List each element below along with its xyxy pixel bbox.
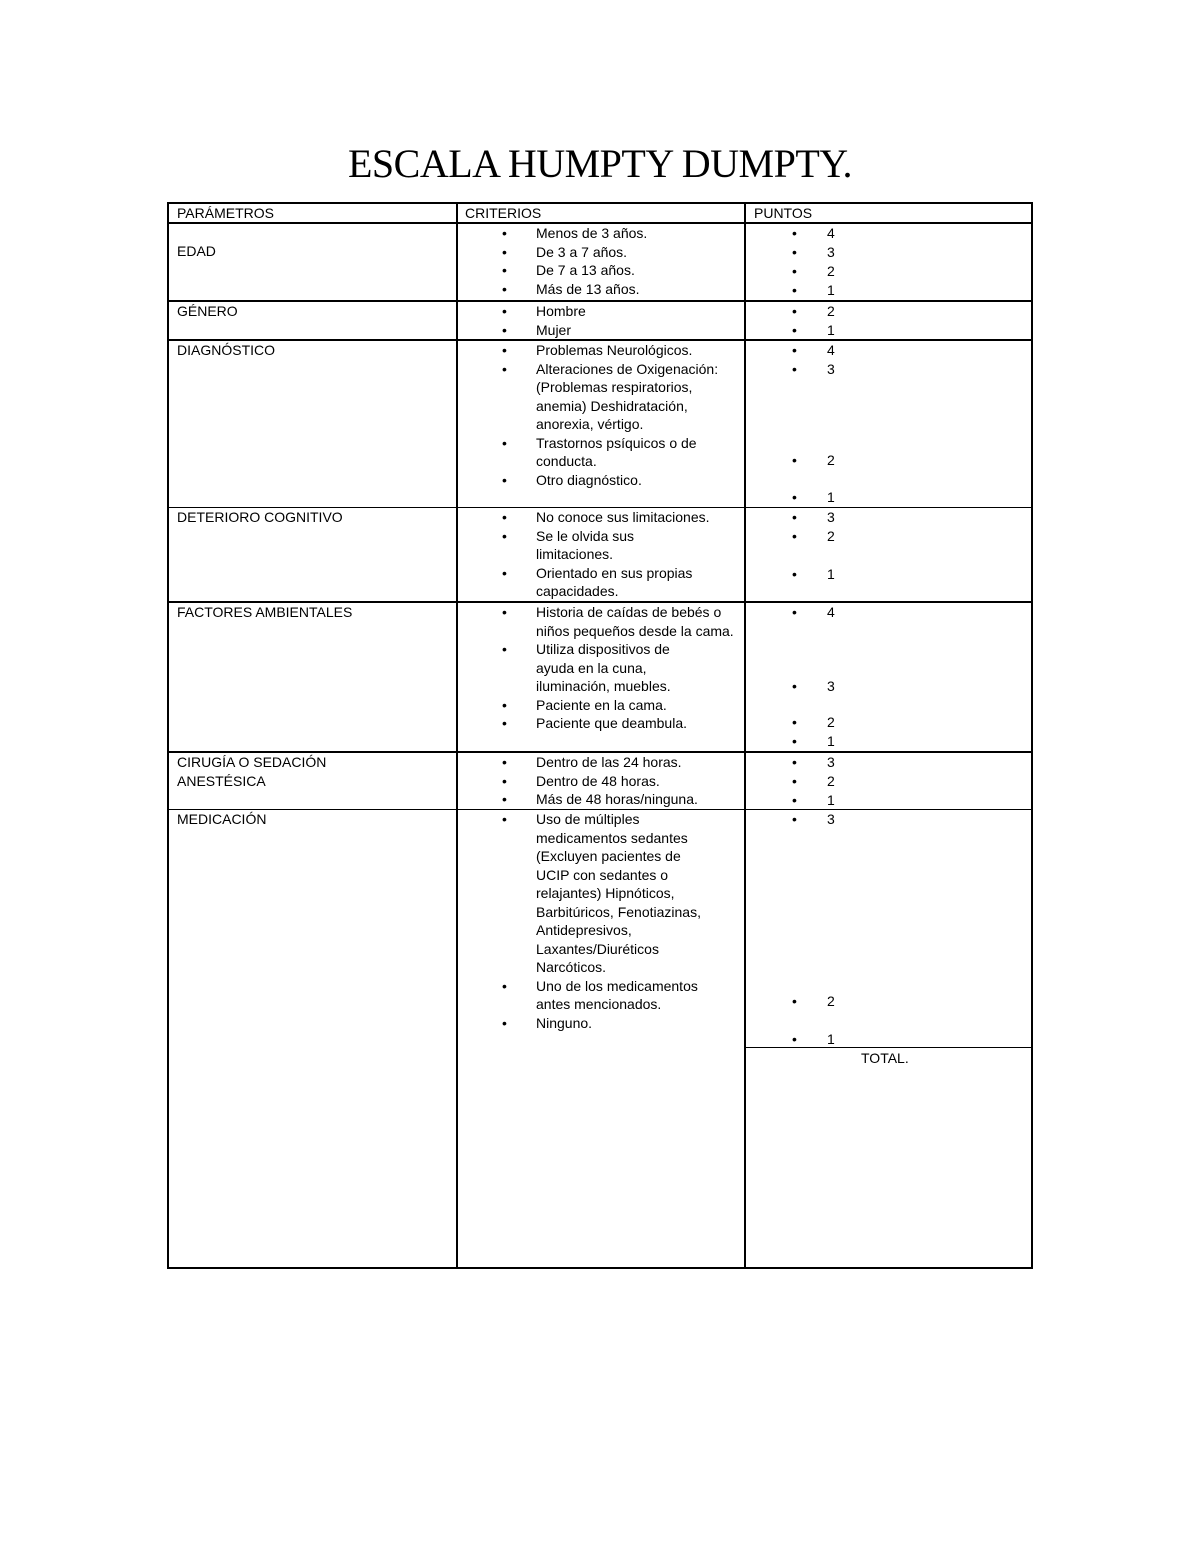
points-item: • 2 (827, 527, 835, 546)
criteria-item: • De 3 a 7 años. (459, 243, 736, 262)
total-divider (745, 1047, 1031, 1048)
header-criteria: CRITERIOS (465, 205, 542, 221)
points-item: • 1 (827, 321, 835, 340)
criteria-list (459, 753, 742, 809)
table-row (169, 507, 1031, 603)
table-row (169, 601, 1031, 753)
table-row (169, 809, 1031, 1270)
criteria-item: • Mujer (459, 321, 736, 340)
points-item: • 4 (827, 341, 835, 360)
header-points: PUNTOS (754, 205, 813, 221)
criteria-item: • Uso de múltiples medicamentos sedantes (Excluyen pacientes de UCIP con sedantes o relajantes) Hipnóticos, Barbitúricos, Fenotiazinas, Antidepresivos, Laxantes/Diuréticos Narcóticos. (459, 810, 711, 977)
criteria-item: • Dentro de las 24 horas. (459, 753, 736, 772)
criteria-item: • Alteraciones de Oxigenación: (Problemas respiratorios, anemia) Deshidratación, anorexia, vértigo. (459, 360, 721, 434)
param-label: FACTORES AMBIENTALES (177, 604, 353, 620)
criteria-item: • Menos de 3 años. (459, 224, 736, 243)
criteria-item: • Paciente en la cama. (459, 696, 736, 715)
criteria-item: • Se le olvida sus limitaciones. (459, 527, 676, 564)
criteria-item: • Dentro de 48 horas. (459, 772, 736, 791)
points-item: • 3 (827, 810, 835, 829)
points-item: • 2 (827, 713, 835, 732)
criteria-item: • De 7 a 13 años. (459, 261, 736, 280)
points-item: • 2 (827, 992, 835, 1011)
points-item: • 2 (827, 772, 835, 791)
param-label: MEDICACIÓN (177, 811, 267, 827)
criteria-item: • Hombre (459, 302, 736, 321)
points-item: • 3 (827, 753, 835, 772)
document-title: ESCALA HUMPTY DUMPTY. (347, 141, 853, 186)
table-row (169, 751, 1031, 811)
criteria-list (459, 341, 742, 489)
criteria-item: • No conoce sus limitaciones. (459, 508, 736, 527)
criteria-list (459, 302, 742, 339)
points-item: • 4 (827, 603, 835, 622)
points-item: • 1 (827, 281, 835, 300)
points-item: • 1 (827, 791, 835, 810)
points-item: • 4 (827, 224, 835, 243)
points-item: • 2 (827, 302, 835, 321)
criteria-item: • Utiliza dispositivos de ayuda en la cuna, iluminación, muebles. (459, 640, 696, 696)
points-item: • 3 (827, 243, 835, 262)
criteria-list (459, 810, 742, 1032)
criteria-item: • Uno de los medicamentos antes mencionados. (459, 977, 726, 1014)
points-item: • 3 (827, 360, 835, 379)
param-label: CIRUGÍA O SEDACIÓN ANESTÉSICA (177, 754, 327, 789)
table-row (169, 339, 1031, 509)
points-item: • 1 (827, 732, 835, 751)
criteria-item: • Paciente que deambula. (459, 714, 736, 733)
points-item: • 1 (827, 1030, 835, 1049)
criteria-item: • Más de 48 horas/ninguna. (459, 790, 736, 809)
header-row (169, 204, 1031, 223)
criteria-item: • Trastornos psíquicos o de conducta. (459, 434, 721, 471)
param-label: GÉNERO (177, 303, 238, 319)
criteria-list (459, 224, 742, 298)
param-label: DIAGNÓSTICO (177, 342, 276, 358)
total-label: TOTAL. (861, 1050, 909, 1066)
points-item: • 1 (827, 488, 835, 507)
criteria-item: • Orientado en sus propias capacidades. (459, 564, 731, 601)
table-row (169, 222, 1031, 302)
points-item: • 3 (827, 677, 835, 696)
points-item: • 3 (827, 508, 835, 527)
criteria-item: • Problemas Neurológicos. (459, 341, 736, 360)
param-label: EDAD (177, 243, 216, 259)
param-label: DETERIORO COGNITIVO (177, 509, 343, 525)
criteria-item: • Más de 13 años. (459, 280, 736, 299)
criteria-item: • Otro diagnóstico. (459, 471, 736, 490)
points-item: • 1 (827, 565, 835, 584)
criteria-list (459, 508, 742, 601)
header-param: PARÁMETROS (177, 205, 274, 221)
criteria-list (459, 603, 742, 733)
points-item: • 2 (827, 451, 835, 470)
criteria-item: • Ninguno. (459, 1014, 736, 1033)
criteria-item: • Historia de caídas de bebés o niños pequeños desde la cama. (459, 603, 734, 640)
points-item: • 2 (827, 262, 835, 281)
humpty-dumpty-table (167, 202, 1033, 1269)
table-row (169, 300, 1031, 341)
